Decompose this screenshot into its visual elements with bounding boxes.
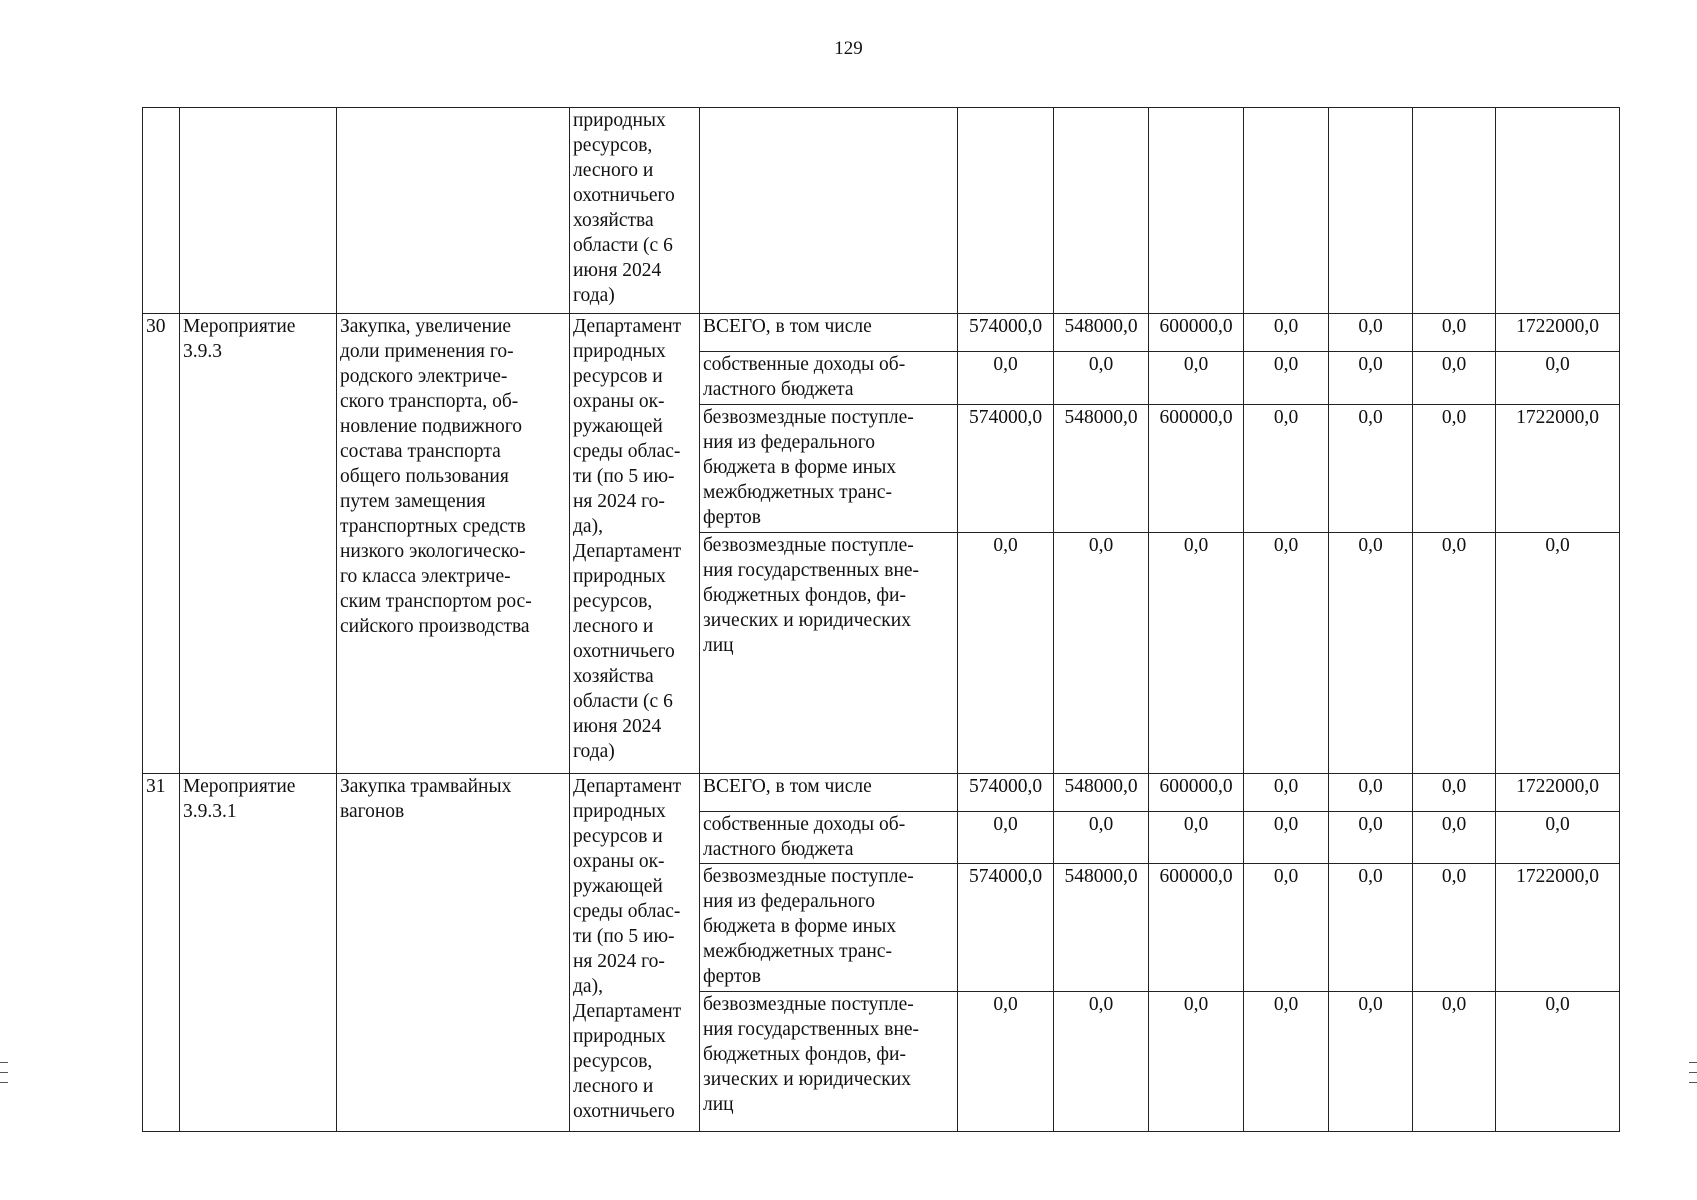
source-label: безвозмездные поступле- ния государственных вне- бюджетных фондов, фи- зических и юридических лиц	[700, 992, 958, 1132]
row-number-cell: 30	[143, 314, 180, 774]
table-row	[143, 774, 1620, 812]
measure-code-cell: Мероприятие 3.9.3	[180, 314, 337, 774]
value-cell	[1496, 108, 1620, 314]
value-cell: 0,0	[1413, 533, 1496, 774]
value-cell: 548000,0	[1054, 774, 1149, 812]
row-number-cell: 31	[143, 774, 180, 1132]
value-cell: 1722000,0	[1496, 405, 1620, 533]
value-cell: 0,0	[1329, 352, 1413, 405]
value-cell: 548000,0	[1054, 864, 1149, 992]
value-cell: 0,0	[1413, 405, 1496, 533]
value-cell: 0,0	[1244, 812, 1329, 864]
source-label: собственные доходы об- ластного бюджета	[700, 352, 958, 405]
value-cell: 0,0	[1496, 992, 1620, 1132]
table-row	[143, 314, 1620, 352]
value-cell: 0,0	[1244, 314, 1329, 352]
value-cell: 0,0	[1413, 864, 1496, 992]
measure-code-cell	[180, 108, 337, 314]
value-cell: 0,0	[1054, 992, 1149, 1132]
value-cell: 1722000,0	[1496, 864, 1620, 992]
value-cell: 0,0	[1413, 314, 1496, 352]
value-cell: 0,0	[1054, 533, 1149, 774]
page-number: 129	[834, 38, 863, 59]
scan-edge-mark	[1689, 1072, 1697, 1073]
value-cell: 0,0	[1244, 405, 1329, 533]
value-cell: 0,0	[1329, 992, 1413, 1132]
scan-edge-mark	[1689, 1062, 1697, 1063]
value-cell: 0,0	[958, 992, 1054, 1132]
responsible-cell: Департамент природных ресурсов и охраны ок- ружающей среды облас- ти (по 5 ию- ня 2024 го- да), Департамент природных ресурсов, лесного и охотничьего хозяйства области (с 6 июня 2024 года)	[570, 314, 700, 774]
value-cell: 1722000,0	[1496, 314, 1620, 352]
value-cell: 0,0	[1244, 352, 1329, 405]
value-cell: 0,0	[1329, 774, 1413, 812]
measure-name-cell: Закупка, увеличение доли применения го- родского электриче- ского транспорта, об- новление подвижного состава транспорта общего пользования путем замещения транспортных средств низкого экологическо- го класса электриче- ским транспортом рос- сийского производства	[337, 314, 570, 774]
row-number-cell	[143, 108, 180, 314]
value-cell: 0,0	[1149, 533, 1244, 774]
value-cell: 600000,0	[1149, 314, 1244, 352]
source-label: безвозмездные поступле- ния из федерального бюджета в форме иных межбюджетных транс- фертов	[700, 864, 958, 992]
value-cell: 548000,0	[1054, 314, 1149, 352]
value-cell: 0,0	[1244, 533, 1329, 774]
value-cell	[1329, 108, 1413, 314]
measure-code-cell: Мероприятие 3.9.3.1	[180, 774, 337, 1132]
value-cell	[958, 108, 1054, 314]
value-cell: 0,0	[1149, 992, 1244, 1132]
value-cell: 574000,0	[958, 774, 1054, 812]
value-cell: 0,0	[1496, 352, 1620, 405]
value-cell: 0,0	[1329, 864, 1413, 992]
value-cell: 0,0	[1329, 533, 1413, 774]
source-label: безвозмездные поступле- ния государственных вне- бюджетных фондов, фи- зических и юридических лиц	[700, 533, 958, 774]
value-cell: 600000,0	[1149, 864, 1244, 992]
source-label: ВСЕГО, в том числе	[700, 774, 958, 812]
measure-name-cell	[337, 108, 570, 314]
value-cell: 600000,0	[1149, 405, 1244, 533]
value-cell: 0,0	[1329, 314, 1413, 352]
value-cell: 0,0	[958, 533, 1054, 774]
value-cell: 0,0	[1496, 533, 1620, 774]
value-cell	[1054, 108, 1149, 314]
source-label: ВСЕГО, в том числе	[700, 314, 958, 352]
scan-edge-mark	[1689, 1082, 1697, 1083]
value-cell: 0,0	[1244, 774, 1329, 812]
value-cell: 0,0	[958, 812, 1054, 864]
value-cell: 0,0	[1413, 774, 1496, 812]
budget-table	[142, 107, 1620, 1132]
value-cell: 0,0	[1329, 405, 1413, 533]
value-cell: 0,0	[1244, 864, 1329, 992]
scan-edge-mark	[0, 1062, 8, 1063]
value-cell: 600000,0	[1149, 774, 1244, 812]
value-cell: 0,0	[1054, 352, 1149, 405]
value-cell: 574000,0	[958, 314, 1054, 352]
source-label: собственные доходы об- ластного бюджета	[700, 812, 958, 864]
value-cell: 0,0	[1413, 992, 1496, 1132]
table-row-carryover	[143, 108, 1620, 314]
value-cell: 0,0	[1329, 812, 1413, 864]
measure-name-cell: Закупка трамвайных вагонов	[337, 774, 570, 1132]
value-cell	[1244, 108, 1329, 314]
value-cell: 0,0	[1149, 352, 1244, 405]
value-cell	[1149, 108, 1244, 314]
value-cell: 574000,0	[958, 405, 1054, 533]
scan-edge-mark	[0, 1072, 8, 1073]
value-cell	[1413, 108, 1496, 314]
value-cell: 574000,0	[958, 864, 1054, 992]
scan-edge-mark	[0, 1082, 8, 1083]
responsible-cell: Департамент природных ресурсов и охраны ок- ружающей среды облас- ти (по 5 ию- ня 2024 го- да), Департамент природных ресурсов, лесного и охотничьего	[570, 774, 700, 1132]
responsible-cell: природных ресурсов, лесного и охотничьего хозяйства области (с 6 июня 2024 года)	[570, 108, 700, 314]
value-cell: 0,0	[1054, 812, 1149, 864]
value-cell: 0,0	[1413, 352, 1496, 405]
value-cell: 0,0	[1496, 812, 1620, 864]
value-cell: 0,0	[1244, 992, 1329, 1132]
value-cell: 0,0	[1149, 812, 1244, 864]
value-cell: 0,0	[958, 352, 1054, 405]
value-cell: 0,0	[1413, 812, 1496, 864]
source-label: безвозмездные поступле- ния из федерального бюджета в форме иных межбюджетных транс- фертов	[700, 405, 958, 533]
value-cell: 548000,0	[1054, 405, 1149, 533]
source-cell	[700, 108, 958, 314]
value-cell: 1722000,0	[1496, 774, 1620, 812]
